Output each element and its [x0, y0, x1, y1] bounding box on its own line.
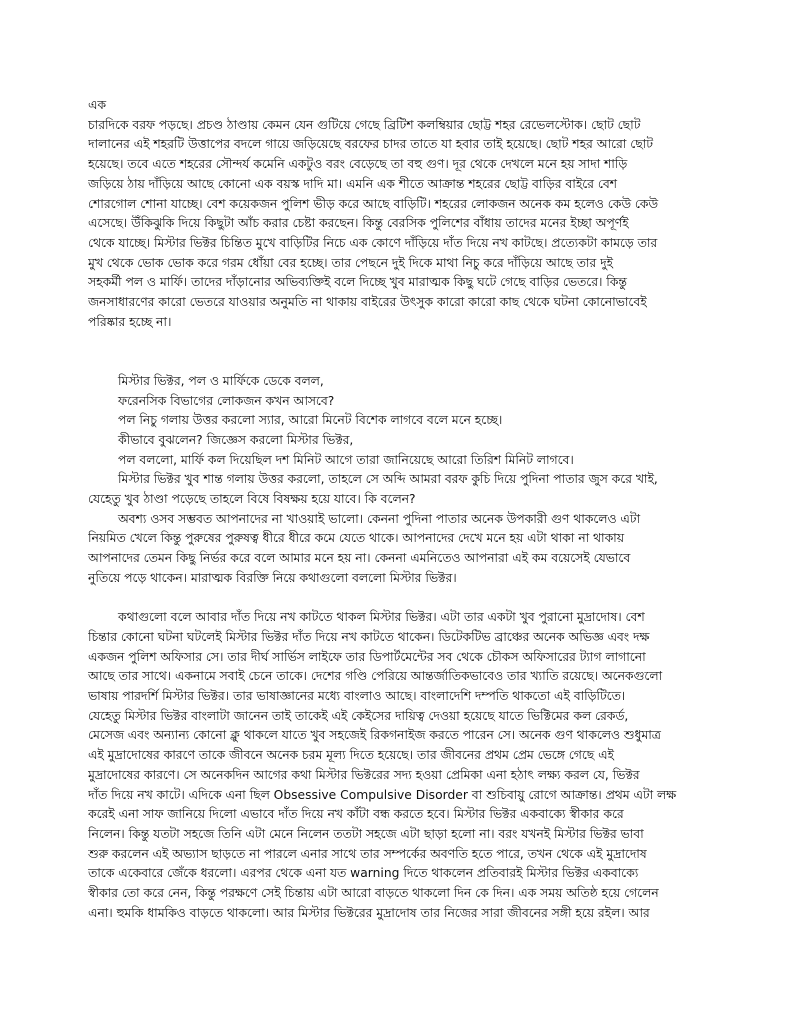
paragraph-spacer	[88, 589, 701, 609]
text-line: নুতিয়ে পড়ে থাকেন। মারাত্মক বিরক্তি নিয়ে কথাগুলো বললো মিস্টার ভিক্টর।	[88, 570, 457, 585]
text-line: থেকে যাচ্ছে। মিস্টার ভিক্টর চিন্তিত মুখে বাড়িটির নিচে এক কোণে দাঁড়িয়ে দাঁত দিয়ে নখ কাটছে। প্রত্যেকটা কামড়ে তার	[88, 235, 658, 250]
text-line: ফরেনসিক বিভাগের লোকজন কখন আসবে?	[118, 393, 335, 408]
text-line: জনসাধারণের কারো ভেতরে যাওয়ার অনুমতি না থাকায় বাইরের উৎসুক কারো কারো কাছ থেকে ঘটনা কোনোভাবেই	[88, 295, 647, 310]
text-line: করেই এনা সাফ জানিয়ে দিলো এভাবে দাঁত দিয়ে নখ কাঁটা বন্ধ করতে হবে। মিস্টার ভিক্টর একবাক্যে স্বীকার করে	[88, 807, 624, 822]
text-line: নিয়মিত খেলে কিন্তু পুরুষের পুরুষত্ব ধীরে ধীরে কমে যেতে থাকে। আপনাদের দেখে মনে হয় এটা থাকা না থাকায়	[88, 531, 624, 546]
text-line: দালানের এই শহরটি উত্তাপের বদলে গায়ে জড়িয়েছে বরফের চাদর তাতে যা হবার তাই হয়েছে। ছোট শহর আরো ছোট	[88, 137, 653, 152]
text-line: মিস্টার ভিক্টর, পল ও মার্ফিকে ডেকে বলল,	[118, 373, 324, 388]
text-line: নিলেন। কিন্তু যতটা সহজে তিনি এটা মেনে নিলেন ততটা সহজে এটা ছাড়া হলো না। বরং যখনই মিস্টার ভিক্টর ভাবা	[88, 826, 644, 841]
text-line: হয়েছে। তবে এতে শহরের সৌন্দর্য কমেনি একটুও বরং বেড়েছে তা বহু গুণ। দূর থেকে দেখলে মনে হয় সাদা শাড়ি	[88, 157, 628, 172]
paragraph-spacer	[88, 352, 701, 372]
text-line: চারদিকে বরফ পড়ছে। প্রচণ্ড ঠাণ্ডায় কেমন যেন গুটিয়ে গেছে ব্রিটিশ কলম্বিয়ার ছোট্ট শহর রেভেলস্টোক। ছোট ছোট	[88, 117, 641, 132]
text-line: যেহেতু মিস্টার ভিক্টর বাংলাটা জানেন তাই তাকেই এই কেইসের দায়িত্ব দেওয়া হয়েছে যাতে ভিক্টিমের কল রেকর্ড,	[88, 708, 629, 723]
text-line: শোরগোল শোনা যাচ্ছে। বেশ কয়েকজন পুলিশ ভীড় করে আছে বাড়িটি। শহরের লোকজন অনেক কম হলেও কেউ কেউ	[88, 196, 658, 211]
text-line: পল নিচু গলায় উত্তর করলো স্যার, আরো মিনেট বিশেক লাগবে বলে মনে হচ্ছে।	[118, 413, 503, 428]
text-line: স্বীকার তো করে নেন, কিন্তু পরক্ষণে সেই চিন্তায় এটা আরো বাড়তে থাকলো দিন কে দিন। এক সময় অতিষ্ঠ হয়ে গেলেন	[88, 886, 659, 901]
text-line: কীভাবে বুঝলেন? জিজ্ঞেস করলো মিস্টার ভিক্টর,	[118, 432, 354, 447]
text-line: পল বললো, মার্ফি কল দিয়েছিল দশ মিনিট আগে তারা জানিয়েছে আরো তিরিশ মিনিট লাগবে।	[118, 452, 574, 467]
text-line: আছে তার সাথে। একনামে সবাই চেনে তাকে। দেশের গণ্ডি পেরিয়ে আন্তর্জাতিকভাবেও তার খ্যাতি রয়েছে। অনেকগুলো	[88, 669, 663, 684]
paragraph-3	[88, 608, 701, 923]
text-line: অবশ্য ওসব সম্ভবত আপনাদের না খাওয়াই ভালো। কেননা পুদিনা পাতার অনেক উপকারী গুণ থাকলেও এটা	[118, 511, 641, 526]
text-line: জড়িয়ে ঠায় দাঁড়িয়ে আছে কোনো এক বয়স্ক দাদি মা। এমনি এক শীতে আক্রান্ত শহরের ছোট্ট বাড়ির বাইরে বেশ	[88, 176, 617, 191]
text-line: ভাষায় পারদর্শি মিস্টার ভিক্টর। তার ভাষাজ্ঞানের মধ্যে বাংলাও আছে। বাংলাদেশি দম্পতি থাকতো এই বাড়িটিতে।	[88, 689, 626, 704]
chapter-label: এক	[88, 98, 106, 112]
text-line: দাঁত দিয়ে নখ কাটে। এদিকে এনা ছিল Obsessive Compulsive Disorder বা শুচিবায়ু রোগে আক্রান্ত। প্রথম এটা লক্ষ	[88, 787, 677, 802]
text-line: চিন্তার কোনো ঘটনা ঘটলেই মিস্টার ভিক্টর দাঁত দিয়ে নখ কাটতে থাকেন। ডিটেকটিভ ব্রাঞ্চের অনেক অভিজ্ঞ এবং দক্ষ	[88, 629, 650, 644]
text-line: এই মুদ্রাদোষের কারণে তাকে জীবনে অনেক চরম মূল্য দিতে হয়েছে। তার জীবনের প্রথম প্রেম ভেঙ্গে গেছে এই	[88, 748, 614, 763]
dialogue-block	[88, 372, 701, 510]
text-line: মুদ্রাদোষের কারণে। সে অনেকদিন আগের কথা মিস্টার ভিক্টরের সদ্য হওয়া প্রেমিকা এনা হঠাৎ লক্ষ্য করল যে, ভিক্টর	[88, 767, 640, 782]
text-line: মেসেজ এবং অন্যান্য কোনো ক্লু থাকলে যাতে খুব সহজেই রিকগনাইজ করতে পারেন সে। অনেক গুণ থাকলেও শুধুমাত্র	[88, 728, 661, 743]
text-line: সহকর্মী পল ও মার্ফি। তাদের দাঁড়ানোর অভিব্যক্তিই বলে দিচ্ছে খুব মারাত্মক কিছু ঘটে গেছে বাড়ির ভেতরে। কিন্তু	[88, 275, 627, 290]
text-line: শুরু করলেন এই অভ্যাস ছাড়তে না পারলে এনার সাথে তার সম্পর্কের অবণতি হতে পারে, তখন থেকে এই মুদ্রাদোষ	[88, 846, 647, 861]
text-line: কথাগুলো বলে আবার দাঁত দিয়ে নখ কাটতে থাকল মিস্টার ভিক্টর। এটা তার একটা খুব পুরানো মুদ্রাদোষ। বেশ	[118, 610, 645, 625]
text-line: যেহেতু খুব ঠাণ্ডা পড়েছে তাহলে বিষে বিষক্ষয় হয়ে যাবে। কি বলেন?	[88, 492, 416, 507]
text-line: আপনাদের তেমন কিছু নির্ভর করে বলে আমার মনে হয় না। কেননা এমনিতেও আপনারা এই কম বয়েসেই যেভাবে	[88, 551, 631, 566]
paragraph-spacer	[88, 332, 701, 352]
text-line: মুখ থেকে ভোক ভোক করে গরম ধোঁয়া বের হচ্ছে। তার পেছনে দুই দিকে মাথা নিচু করে দাঁড়িয়ে আছে তার দুই	[88, 255, 613, 270]
paragraph-1	[88, 116, 701, 333]
paragraph-2	[88, 510, 701, 589]
text-line: এসেছে। উঁকিঝুকি দিয়ে কিছুটা আঁচ করার চেষ্টা করছেন। কিন্তু বেরসিক পুলিশের বাঁধায় তাদের মনের ইচ্ছা অপূর্ণই	[88, 216, 629, 231]
text-line: এনা। হুমকি ধামকিও বাড়তে থাকলো। আর মিস্টার ভিক্টরের মুদ্রাদোষ তার নিজের সারা জীবনের সঙ্গী হয়ে রইল। আর	[88, 905, 650, 920]
text-line: একজন পুলিশ অফিসার সে। তার দীর্ঘ সার্ভিস লাইফে তার ডিপার্টমেন্টের সব থেকে চৌকস অফিসারের ট্যাগ লাগানো	[88, 649, 646, 664]
text-line: মিস্টার ভিক্টর খুব শান্ত গলায় উত্তর করলো, তাহলে সে অব্দি আমরা বরফ কুচি দিয়ে পুদিনা পাতার জুস করে খাই,	[118, 472, 658, 487]
text-line: তাকে একেবারে জেঁকে ধরলো। এরপর থেকে এনা যত warning দিতে থাকলেন প্রতিবারই মিস্টার ভিক্টর একবাক্যে	[88, 866, 639, 881]
text-line: পরিষ্কার হচ্ছে না।	[88, 314, 172, 329]
